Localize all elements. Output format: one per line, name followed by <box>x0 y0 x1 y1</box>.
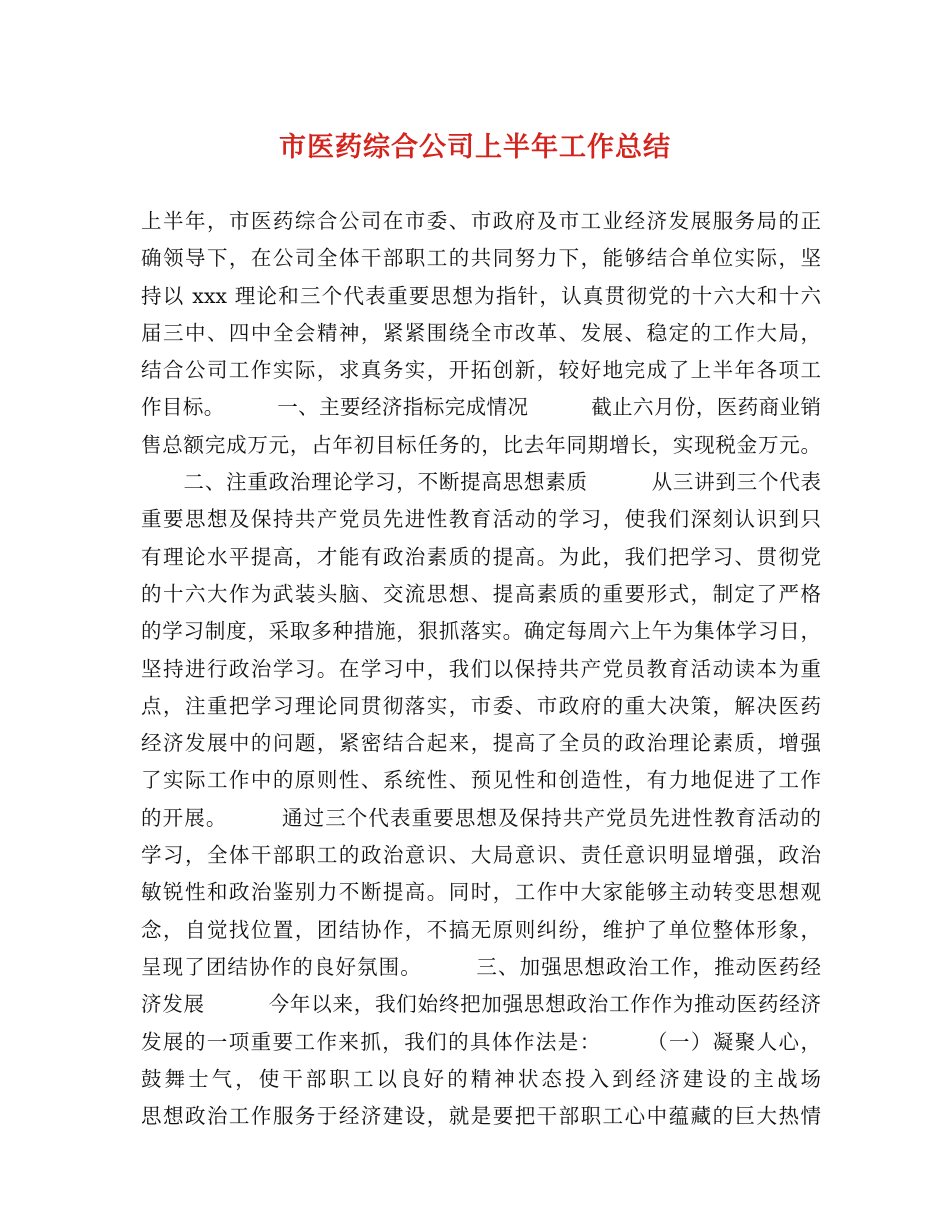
body-line: 呈现了团结协作的良好氛围。 三、加强思想政治工作，推动医药经 <box>141 954 821 979</box>
body-line: 鼓舞士气，使干部职工以良好的精神状态投入到经济建设的主战场 <box>141 1066 821 1091</box>
body-line: 济发展 今年以来，我们始终把加强思想政治工作作为推动医药经济 <box>141 992 821 1017</box>
body-line: 念，自觉找位置，团结协作，不搞无原则纠纷，维护了单位整体形象， <box>141 917 821 942</box>
body-line: 敏锐性和政治鉴别力不断提高。同时，工作中大家能够主动转变思想观 <box>141 880 821 905</box>
body-line: 思想政治工作服务于经济建设，就是要把干部职工心中蕴藏的巨大热情 <box>141 1104 821 1129</box>
body-line: 坚持进行政治学习。在学习中，我们以保持共产党员教育活动读本为重 <box>141 656 821 681</box>
body-line: 的开展。 通过三个代表重要思想及保持共产党员先进性教育活动的 <box>141 805 821 830</box>
document-body <box>141 203 821 1135</box>
body-line: 上半年，市医药综合公司在市委、市政府及市工业经济发展服务局的正 <box>141 209 821 233</box>
body-line: 届三中、四中全会精神，紧紧围绕全市改革、发展、稳定的工作大局， <box>141 320 821 345</box>
body-line: 有理论水平提高，才能有政治素质的提高。为此，我们把学习、贯彻党 <box>141 544 821 569</box>
body-line: 售总额完成万元，占年初目标任务的，比去年同期增长，实现税金万元。 <box>141 432 821 457</box>
body-line: 学习，全体干部职工的政治意识、大局意识、责任意识明显增强，政治 <box>141 843 821 868</box>
body-line: 作目标。 一、主要经济指标完成情况 截止六月份，医药商业销 <box>141 395 821 420</box>
body-line: 的十六大作为武装头脑、交流思想、提高素质的重要形式，制定了严格 <box>141 581 821 606</box>
body-line: 重要思想及保持共产党员先进性教育活动的学习，使我们深刻认识到只 <box>141 507 821 532</box>
body-line: 发展的一项重要工作来抓，我们的具体作法是： （一）凝聚人心， <box>141 1029 821 1054</box>
body-line: 持以 xxx 理论和三个代表重要思想为指针，认真贯彻党的十六大和十六 <box>141 283 821 308</box>
body-line: 确领导下，在公司全体干部职工的共同努力下，能够结合单位实际，坚 <box>141 246 821 271</box>
body-line: 点，注重把学习理论同贯彻落实，市委、市政府的重大决策，解决医药 <box>141 693 821 718</box>
body-line: 的学习制度，采取多种措施，狠抓落实。确定每周六上午为集体学习日， <box>141 619 821 644</box>
body-line: 了实际工作中的原则性、系统性、预见性和创造性，有力地促进了工作 <box>141 768 821 793</box>
body-line: 经济发展中的问题，紧密结合起来，提高了全员的政治理论素质，增强 <box>141 731 821 756</box>
body-line: 二、注重政治理论学习，不断提高思想素质 从三讲到三个代表 <box>141 470 821 495</box>
document-title: 市医药综合公司上半年工作总结 <box>279 132 671 163</box>
body-line: 结合公司工作实际，求真务实，开拓创新，较好地完成了上半年各项工 <box>141 358 821 383</box>
